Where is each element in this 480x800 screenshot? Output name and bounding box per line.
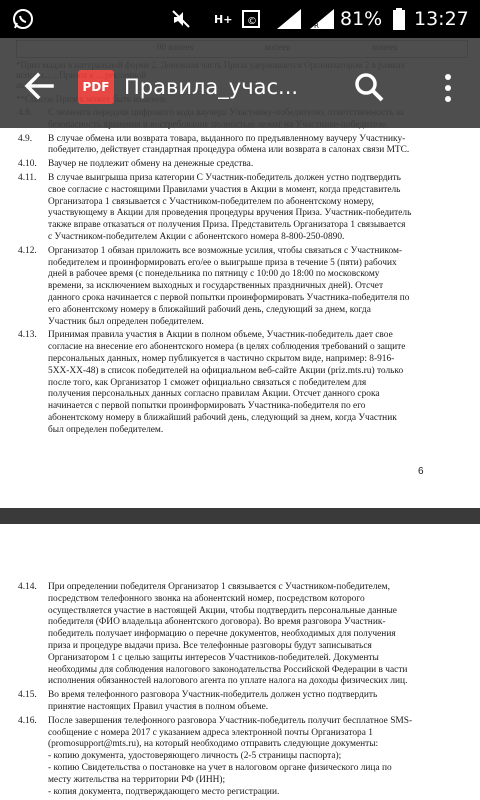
back-arrow-icon[interactable] (22, 69, 56, 103)
clause-text-line: (promosupport@mts.ru), на который необходимо отправить следующие документы: (48, 739, 379, 750)
search-icon[interactable] (352, 70, 386, 104)
clause-text-line: - копию документа, удостоверяющего личность (2-5 страницы паспорта); (48, 751, 342, 762)
clause-text-line: был определен победителем. (48, 424, 164, 435)
clause-number: 4.11. (18, 173, 37, 183)
cellular-signal-2-icon (308, 0, 336, 38)
clause-text-line: данного срока начинается с первой попытки проинформировать Участника-победителя по (48, 292, 410, 303)
clause-text-line: после того, как Организатор 1 сможет официально связаться с победителем для (48, 377, 367, 388)
clause-text-line: согласие на внесение его абонентского номера (в целях соблюдения требований о защите (48, 342, 406, 353)
clause-text-line: месту жительства на территории РФ (ИНН); (48, 774, 226, 785)
clause-text-line: времени, за исключением выходных и государственных праздничных дней). Отсчет (48, 281, 384, 292)
clause-text-line: дней в рабочее время (с понедельника по пятницу с 10:00 до 18:00 по московскому (48, 269, 380, 280)
clause-text-line: победителя (ФИО владельца абонентского договора). Во время разговора Участник- (48, 617, 386, 628)
clock: 13:27 (414, 8, 469, 30)
battery-icon (392, 0, 406, 38)
clause-text-line: также вправе отказаться от получения Приза. Представитель Организатора 1 связывается (48, 220, 406, 231)
clause-text-line: Участник был определен победителем. (48, 316, 204, 327)
clause-text-line: Организатор 1 обязан приложить все возможные усилия, чтобы связаться с Участником- (48, 245, 403, 256)
clause-text-line: - копию Свидетельства о постановке на учет в налоговом органе физического лица по (48, 762, 392, 773)
pdf-page-7 (0, 524, 480, 800)
clause-text-line: победитель получает информацию о перечне документов, необходимых для получения (48, 629, 396, 640)
clause-text-line: Принимая правила участия в Акции в полном объеме, Участник-победитель дает свое (48, 330, 393, 341)
clause-number: 4.10. (18, 159, 37, 170)
mute-icon (170, 0, 192, 38)
clause-text-line: участвующему в Акции для проведения процедуры вручения Приза. Участник-победитель (48, 208, 412, 219)
pdf-app-icon: PDF (78, 70, 114, 104)
more-options-icon[interactable] (442, 72, 454, 104)
clause-text-line: посредством телефонного звонка на абонентский номер, посредством которого (48, 593, 365, 604)
clause-text-line: с Участником-победителем Акции с абонентского номера 8-800-250-0890. (48, 232, 345, 242)
clause-text-line: В случае выигрыша приза категории С Участник-победитель должен устно подтвердить (48, 173, 401, 183)
clause-text-line: его абонентскому номеру в ближайший рабочий день, следующий за днем, когда (48, 304, 371, 315)
clause-text-line: победителем и проинформировать его/ее о выигрыше приза в течение 5 (пяти) рабочих (48, 257, 397, 268)
clause-text-line: осуществляется участие в настоящей Акции, чтобы подтвердить персональные данные (48, 605, 397, 616)
status-bar (0, 0, 480, 38)
clause-text-line: персональных данных, номер публикуется в частично скрытом виде, например: 8-916- (48, 353, 395, 364)
whatsapp-notification-icon (12, 0, 34, 38)
clause-text-line: Во время телефонного разговора Участник-победитель должен устно подтвердить (48, 690, 378, 701)
clause-text-line: начинается с первой попытки проинформировать Участника-победителя по его (48, 401, 366, 412)
clause-text-line: В случае обмена или возврата товара, выданного по предъявленному ваучеру Участнику- (48, 133, 406, 144)
clause-text-line: необходимы для соблюдения налогового законодательства Российской Федерации в части (48, 664, 408, 675)
svg-text:©: © (247, 16, 257, 27)
clause-number: 4.9. (18, 133, 33, 144)
clause-text-line: Организатором 1 с целью защиты интересов Участников-победителей. Документы (48, 652, 379, 663)
clause-text-line: исполнения обязанностей налогового агента по уплате налога на доходы физических лиц. (48, 676, 408, 687)
clause-number: 4.14. (18, 582, 37, 592)
cellular-signal-icon (275, 0, 303, 38)
clause-text-line: абонентскому номеру в ближайший рабочий день, следующий за днем, когда Участник (48, 412, 397, 423)
clause-text-line: 5XX-XX-48) в список победителей на официальном веб-сайте Акции (priz.mts.ru) только (48, 365, 404, 376)
clause-text-line: получения персональных данных согласно правилам Акции. Отсчет данного срока (48, 389, 380, 400)
clause-text-line: При определении победителя Организатор 1 связывается с Участником-победителем, (48, 582, 390, 592)
clause-number: 4.16. (18, 715, 37, 726)
document-title: Правила_учас... (124, 75, 299, 99)
clause-number: 4.15. (18, 690, 37, 701)
battery-percent: 81% (340, 8, 383, 30)
app-bar (0, 38, 480, 128)
clause-number: 4.13. (18, 330, 37, 341)
clause-text-line: свое согласие с настоящими Правилами участия в Акции в момент, когда представитель (48, 184, 401, 195)
clause-text-line: сообщение с номера 2017 с указанием адреса электронной почты Организатора 1 (48, 727, 373, 738)
svg-text:R: R (314, 22, 319, 30)
signal-strength-icon (240, 0, 262, 38)
network-type-indicator: H+ (214, 12, 233, 26)
clause-text-line: - копия документа, подтверждающего место регистрации. (48, 786, 280, 797)
page-number: 6 (418, 466, 424, 477)
clause-text-line: победителю, действует стандартная процедура обмена или возврата в салонах связи МТС. (48, 145, 410, 156)
clause-text-line: Организатора 1 связывается с Участником-победителем по абонентскому номеру, (48, 196, 374, 207)
clause-text-line: принятие настоящих Правил участия в полном объеме. (48, 701, 269, 712)
clause-number: 4.12. (18, 245, 37, 256)
clause-text-line: Ваучер не подлежит обмену на денежные средства. (48, 159, 254, 170)
clause-text-line: приза и процедуре выдачи приза. Все телефонные разговоры будут записываться (48, 641, 372, 651)
clause-text-line: После завершения телефонного разговора Участник-победитель получит бесплатное SMS- (48, 715, 413, 726)
